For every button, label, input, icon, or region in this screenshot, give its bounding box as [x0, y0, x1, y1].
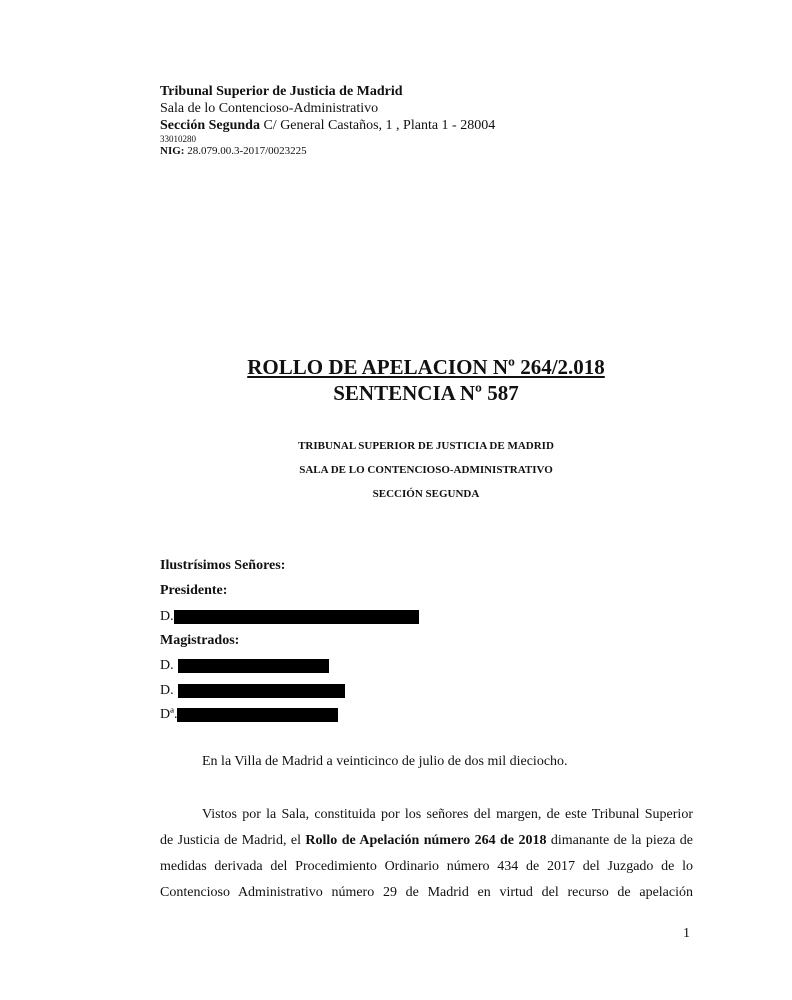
magistrate-line-3: [160, 707, 338, 723]
court-code: 33010280: [160, 134, 196, 144]
body-line-2-c: dimanante de la pieza de: [546, 833, 693, 848]
redaction-bar: [178, 684, 345, 698]
subtitle-court: TRIBUNAL SUPERIOR DE JUSTICIA DE MADRID: [298, 440, 554, 452]
redaction-bar: [174, 610, 419, 624]
body-line-4: Contencioso Administrativo número 29 de Madrid en virtud del recurso de apelación: [160, 885, 693, 900]
court-name: Tribunal Superior de Justicia de Madrid: [160, 84, 403, 99]
body-paragraph: [160, 802, 693, 906]
magistrates-label: Magistrados:: [160, 633, 240, 648]
nig-label: NIG:: [160, 145, 185, 157]
rollo-title: ROLLO DE APELACION Nº 264/2.018: [247, 355, 605, 379]
body-line-1: Vistos por la Sala, constituida por los señores del margen, de este Tribunal Superior: [202, 807, 693, 822]
body-line-3: medidas derivada del Procedimiento Ordinario número 434 de 2017 del Juzgado de lo: [160, 859, 693, 874]
magistrate-line-1: [160, 658, 329, 674]
magistrate-line-2: [160, 683, 345, 699]
redaction-bar: [177, 708, 338, 722]
magistrate-prefix: D.: [160, 683, 174, 698]
subtitle-section: SECCIÓN SEGUNDA: [372, 488, 480, 500]
nig-value: 28.079.00.3-2017/0023225: [184, 145, 307, 157]
president-label: Presidente:: [160, 583, 228, 598]
redaction-bar: [178, 659, 329, 673]
body-line-2: [160, 828, 693, 854]
magistrate-prefix: D.: [160, 658, 174, 673]
rollo-reference: Rollo de Apelación número 264 de 2018: [305, 833, 547, 848]
magistrate-prefix: Dª.: [160, 707, 178, 722]
body-line-2-a: de Justicia de Madrid, el: [160, 833, 306, 848]
section-address: [160, 118, 495, 134]
president-prefix: D.: [160, 609, 174, 624]
section-label: Sección Segunda: [160, 118, 260, 133]
page-number: 1: [683, 926, 690, 941]
sentencia-title: SENTENCIA Nº 587: [333, 381, 519, 405]
chamber-name: Sala de lo Contencioso-Administrativo: [160, 101, 379, 116]
president-line: [160, 609, 419, 625]
judges-heading: Ilustrísimos Señores:: [160, 558, 286, 573]
address-text: C/ General Castaños, 1 , Planta 1 - 28004: [259, 118, 496, 133]
subtitle-chamber: SALA DE LO CONTENCIOSO-ADMINISTRATIVO: [299, 464, 553, 476]
nig-line: [160, 145, 307, 157]
date-line: En la Villa de Madrid a veinticinco de julio de dos mil dieciocho.: [202, 754, 568, 769]
